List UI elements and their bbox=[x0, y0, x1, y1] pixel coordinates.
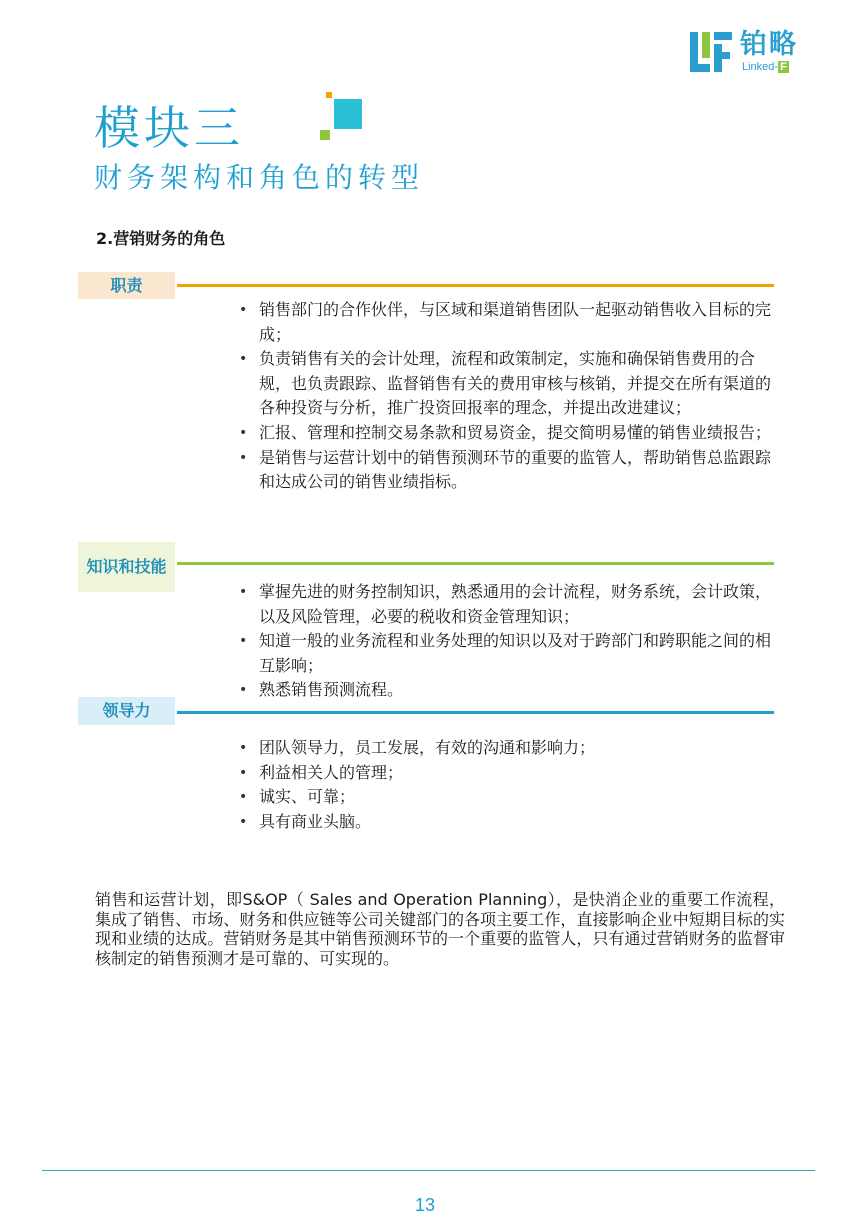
duties-list bbox=[237, 298, 777, 495]
logo-mark-icon bbox=[690, 32, 732, 72]
list-item: • 是销售与运营计划中的销售预测环节的重要的监管人，帮助销售总监跟踪和达成公司的销售业绩指标。 bbox=[237, 446, 777, 495]
logo-f-badge: F bbox=[780, 61, 787, 73]
knowledge-skills-list bbox=[237, 580, 777, 703]
list-item: • 知道一般的业务流程和业务处理的知识以及对于跨部门和跨职能之间的相互影响； bbox=[237, 629, 777, 678]
role-divider-duties bbox=[177, 284, 774, 287]
list-item: • 诚实、可靠； bbox=[237, 785, 777, 810]
decorative-square-green bbox=[320, 130, 330, 140]
role-label-knowledge-skills: 知识和技能 bbox=[78, 542, 175, 592]
logo-chinese-text: 铂略 bbox=[740, 29, 798, 60]
module-subtitle: 财务架构和角色的转型 bbox=[94, 161, 425, 194]
list-item: • 掌握先进的财务控制知识，熟悉通用的会计流程，财务系统，会计政策，以及风险管理，必要的税收和资金管理知识； bbox=[237, 580, 777, 629]
section-heading: 2.营销财务的角色 bbox=[96, 229, 226, 248]
sop-description-paragraph: 销售和运营计划，即S&OP（ Sales and Operation Planning），是快消企业的重要工作流程，集成了销售、市场、财务和供应链等公司关键部门的各项主要工作，直接影响企业中短期目标的实现和业绩的达成。营销财务是其中销售预测环节的一个重要的监管人，只有通过营销财务的监督审核制定的销售预测才是可靠的、可实现的。 bbox=[95, 890, 785, 968]
brand-logo bbox=[690, 30, 810, 74]
module-title: 模块三 bbox=[94, 101, 244, 155]
role-divider-knowledge-skills bbox=[177, 562, 774, 565]
list-item: • 熟悉销售预测流程。 bbox=[237, 678, 777, 703]
footer-divider bbox=[42, 1170, 815, 1171]
logo-english-text: Linked- F bbox=[742, 61, 787, 73]
list-item: • 汇报、管理和控制交易条款和贸易资金，提交简明易懂的销售业绩报告； bbox=[237, 421, 777, 446]
list-item: • 利益相关人的管理； bbox=[237, 761, 777, 786]
role-label-duties: 职责 bbox=[78, 272, 175, 299]
decorative-square-orange bbox=[326, 92, 332, 98]
page-number: 13 bbox=[414, 1195, 436, 1215]
list-item: • 团队领导力，员工发展，有效的沟通和影响力； bbox=[237, 736, 777, 761]
list-item: • 销售部门的合作伙伴，与区域和渠道销售团队一起驱动销售收入目标的完成； bbox=[237, 298, 777, 347]
list-item: • 负责销售有关的会计处理，流程和政策制定，实施和确保销售费用的合规，也负责跟踪、监督销售有关的费用审核与核销，并提交在所有渠道的各种投资与分析，推广投资回报率的理念，并提出改进建议； bbox=[237, 347, 777, 421]
decorative-square-teal bbox=[334, 99, 362, 129]
role-label-leadership: 领导力 bbox=[78, 697, 175, 725]
role-divider-leadership bbox=[177, 711, 774, 714]
leadership-list bbox=[237, 736, 777, 834]
list-item: • 具有商业头脑。 bbox=[237, 810, 777, 835]
